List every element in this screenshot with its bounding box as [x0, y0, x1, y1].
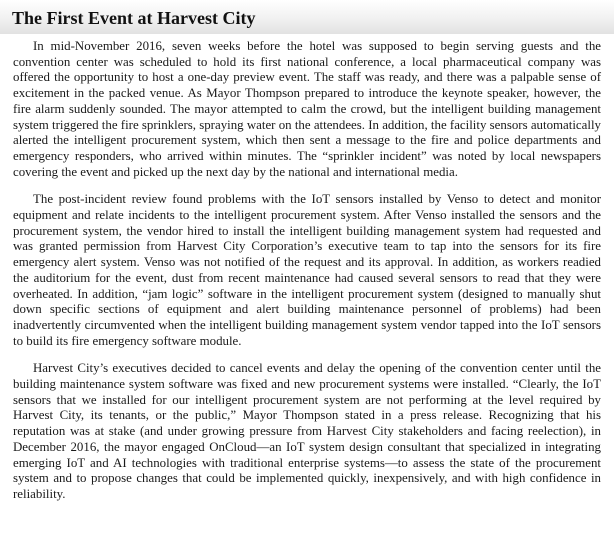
paragraph-2: The post-incident review found problems with the IoT sensors installed by Venso to detect and monitor equipment and relate incidents to the intelligent procurement system. After Venso installed the sensors and the procurement system, the vendor hired to install the intelligent building management system had requested and was granted permission from Harvest City Corporation’s executive team to tap into the sensors for its fire emergency alert system. Venso was not notified of the request and its approval. In addition, as workers readied the auditorium for the event, dust from recent maintenance had caused several sensors to read that they were overheated. In addition, “jam logic” software in the intelligent procurement system (designed to manually shut down specific sections of equipment and alert building maintenance personnel of problems) had been inadvertently circumvented when the intelligent building management system vendor tapped into the IoT sensors to build its fire emergency software module.	[13, 192, 601, 348]
article-title: The First Event at Harvest City	[12, 8, 256, 28]
paragraph-3: Harvest City’s executives decided to cancel events and delay the opening of the convention center until the building maintenance system software was fixed and new procurement systems were installed. “Clearly, the IoT sensors that we installed for our intelligent procurement system are not performing at the level required by Harvest City, its tenants, or the public,” Mayor Thompson stated in a press release. Recognizing that his reputation was at stake (and under growing pressure from Harvest City stakeholders and facing reelection), in December 2016, the mayor engaged OnCloud—an IoT system design consultant that specialized in integrating emerging IoT and AI technologies with traditional enterprise systems—to assess the state of the procurement system and to propose changes that could be implemented quickly, inexpensively, and with high confidence in reliability.	[13, 361, 601, 501]
article-body	[13, 39, 601, 515]
paragraph-1: In mid-November 2016, seven weeks before the hotel was supposed to begin serving guests and the convention center was scheduled to hold its first national conference, a local pharmaceutical company was offered the opportunity to host a one-day preview event. The staff was ready, and there was a palpable sense of excitement in the packed venue. As Mayor Thompson prepared to introduce the keynote speaker, however, the fire alarm suddenly sounded. The mayor attempted to calm the crowd, but the intelligent building management system triggered the fire sprinklers, spraying water on the attendees. In addition, the facility sensors automatically alerted the intelligent procurement system, which then sent a message to the fire and police departments and emergency responders, who arrived within minutes. The “sprinkler incident” was noted by local newspapers covering the event and picked up the next day by the national and international media.	[13, 39, 601, 179]
